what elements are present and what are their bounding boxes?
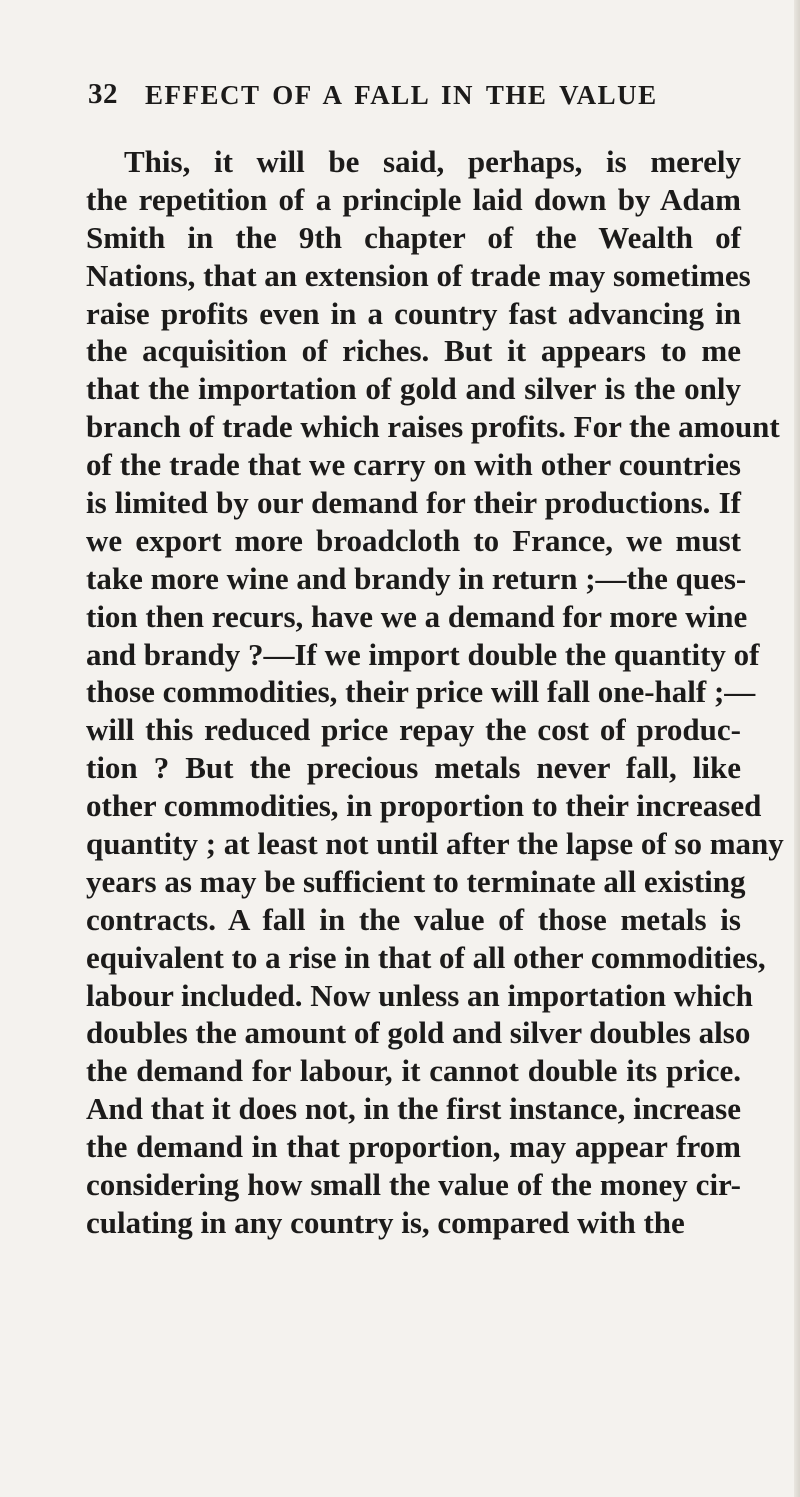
- body-text: [86, 143, 784, 1242]
- text-line: labour included. Now unless an importation which: [86, 977, 753, 1013]
- text-line: considering how small the value of the money cir-: [86, 1167, 741, 1203]
- text-line: of the trade that we carry on with other countries: [86, 447, 741, 483]
- text-line: the acquisition of riches. But it appears to me: [86, 333, 741, 369]
- text-line: and brandy ?—If we import double the quantity of: [86, 636, 760, 672]
- page-header: [88, 78, 728, 122]
- text-line: that the importation of gold and silver is the only: [86, 371, 741, 407]
- page-number: 32: [88, 78, 118, 110]
- text-line: the repetition of a principle laid down by Adam: [86, 181, 741, 217]
- text-line: the demand for labour, it cannot double its price.: [86, 1053, 741, 1089]
- text-line: take more wine and brandy in return ;—the ques-: [86, 560, 747, 596]
- text-line: the demand in that proportion, may appear from: [86, 1129, 741, 1165]
- text-line: is limited by our demand for their productions. If: [86, 485, 741, 521]
- text-line: will this reduced price repay the cost of produc-: [86, 712, 741, 748]
- text-line: This, it will be said, perhaps, is merely: [124, 144, 741, 179]
- text-line: doubles the amount of gold and silver doubles also: [86, 1015, 751, 1051]
- text-line: raise profits even in a country fast advancing in: [86, 295, 741, 331]
- text-line: culating in any country is, compared with the: [86, 1204, 685, 1240]
- text-line: years as may be sufficient to terminate all existing: [86, 863, 746, 899]
- text-line: other commodities, in proportion to their increased: [86, 788, 762, 824]
- text-line: branch of trade which raises profits. For the amount: [86, 409, 780, 445]
- text-line: tion ? But the precious metals never fall, like: [86, 750, 741, 786]
- text-line: quantity ; at least not until after the lapse of so many: [86, 826, 784, 862]
- text-line: Smith in the 9th chapter of the Wealth of: [86, 219, 741, 255]
- text-line: contracts. A fall in the value of those metals is: [86, 901, 741, 937]
- text-line: Nations, that an extension of trade may sometimes: [86, 257, 751, 293]
- text-line: And that it does not, in the first instance, increase: [86, 1091, 741, 1127]
- page-edge: [794, 0, 800, 1497]
- running-head: EFFECT OF A FALL IN THE VALUE: [145, 80, 658, 110]
- text-line: those commodities, their price will fall one-half ;—: [86, 674, 756, 710]
- text-line: we export more broadcloth to France, we must: [86, 522, 741, 558]
- text-line: equivalent to a rise in that of all other commodities,: [86, 939, 766, 975]
- text-line: tion then recurs, have we a demand for more wine: [86, 598, 748, 634]
